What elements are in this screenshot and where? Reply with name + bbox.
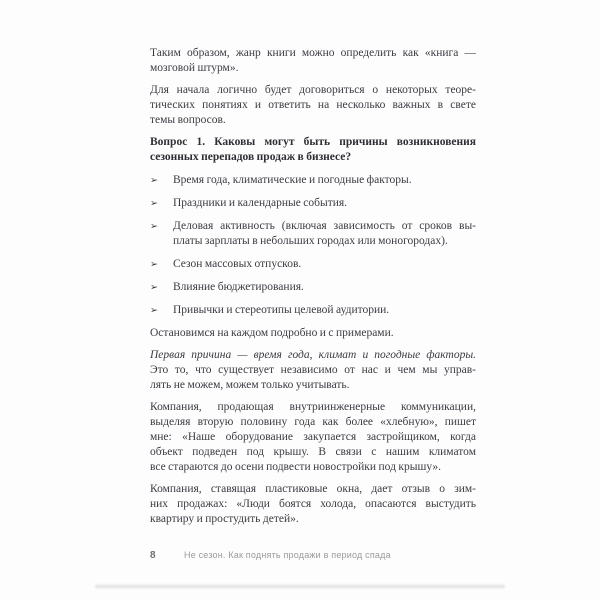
- bullet-item: [150, 257, 476, 272]
- bullet-text: [173, 196, 476, 211]
- bullet-item: [150, 280, 476, 295]
- arrow-bullet-icon: ➢: [150, 221, 158, 232]
- text-line: Таким образом, жанр книги можно определить как «книга —: [150, 47, 476, 59]
- text-line: Вопрос 1. Каковы могут быть причины возникновения: [150, 136, 476, 148]
- paragraph: [150, 400, 476, 475]
- bullet-item: [150, 196, 476, 211]
- text-line: мне: «Наше оборудование закупается застройщиком, когда: [150, 431, 476, 443]
- text-line: платы зарплаты в небольших городах или моногородах).: [173, 235, 448, 247]
- arrow-bullet-icon: ➢: [150, 175, 158, 186]
- text-line: Время года, климатические и погодные факторы.: [173, 174, 412, 186]
- arrow-bullet-icon: ➢: [150, 259, 158, 270]
- bullet-item: [150, 173, 476, 188]
- text-line: лять не можем, можем только учитывать.: [150, 379, 350, 391]
- bullet-item: [150, 303, 476, 318]
- text-line: Это то, что существует независимо от нас и чем мы управ-: [150, 364, 476, 376]
- paragraph: [150, 326, 476, 341]
- arrow-bullet-icon: ➢: [150, 305, 158, 316]
- paragraph: [150, 348, 476, 393]
- bullet-text: [173, 219, 476, 249]
- text-line: объект подведен под крышу. В связи с нашим климатом: [150, 446, 476, 458]
- text-line: тических понятиях и ответить на несколько важных в свете: [150, 99, 476, 111]
- text-line: Деловая активность (включая зависимость от сроков вы-: [173, 220, 476, 232]
- bullet-text: [173, 173, 476, 188]
- paragraph: [150, 46, 476, 76]
- text-line: квартиру и простудить детей».: [150, 513, 299, 525]
- page-footer: [150, 550, 480, 561]
- paragraph: [150, 482, 476, 527]
- text-line: сезонных перепадов продаж в бизнесе?: [150, 151, 352, 163]
- page-number: 8: [150, 550, 156, 561]
- text-line: все стараются до осени подвести новостройки под крышу».: [150, 461, 441, 473]
- text-line: темы вопросов.: [150, 114, 226, 126]
- text-line: выделяя вторую половину года как более «хлебную», пишет: [150, 416, 476, 428]
- text-line: Для начала логично будет договориться о некоторых теоре-: [150, 84, 476, 96]
- running-title: Не сезон. Как поднять продажи в период спада: [184, 550, 391, 560]
- page-bottom-edge-shadow: [95, 585, 505, 588]
- text-line: Влияние бюджетирования.: [173, 281, 304, 293]
- paragraph: [150, 83, 476, 128]
- text-line: мозговой штурм».: [150, 62, 239, 74]
- arrow-bullet-icon: ➢: [150, 282, 158, 293]
- bullet-text: [173, 257, 476, 272]
- text-line: Праздники и календарные события.: [173, 197, 348, 209]
- text-line: них продажах: «Люди боятся холода, опасаются выстудить: [150, 498, 476, 510]
- question-heading: [150, 135, 476, 165]
- bullet-text: [173, 303, 476, 318]
- text-line: Сезон массовых отпусков.: [173, 258, 302, 270]
- text-line: Первая причина — время года, климат и погодные факторы.: [150, 349, 476, 361]
- page-text-content: [150, 46, 476, 534]
- text-line: Компания, ставящая пластиковые окна, дает отзыв о зим-: [150, 483, 476, 495]
- arrow-bullet-icon: ➢: [150, 198, 158, 209]
- bullet-text: [173, 280, 476, 295]
- bullet-item: [150, 219, 476, 249]
- text-line: Остановимся на каждом подробно и с примерами.: [150, 327, 394, 339]
- text-line: Компания, продающая внутриинженерные коммуникации,: [150, 401, 476, 413]
- text-line: Привычки и стереотипы целевой аудитории.: [173, 304, 390, 316]
